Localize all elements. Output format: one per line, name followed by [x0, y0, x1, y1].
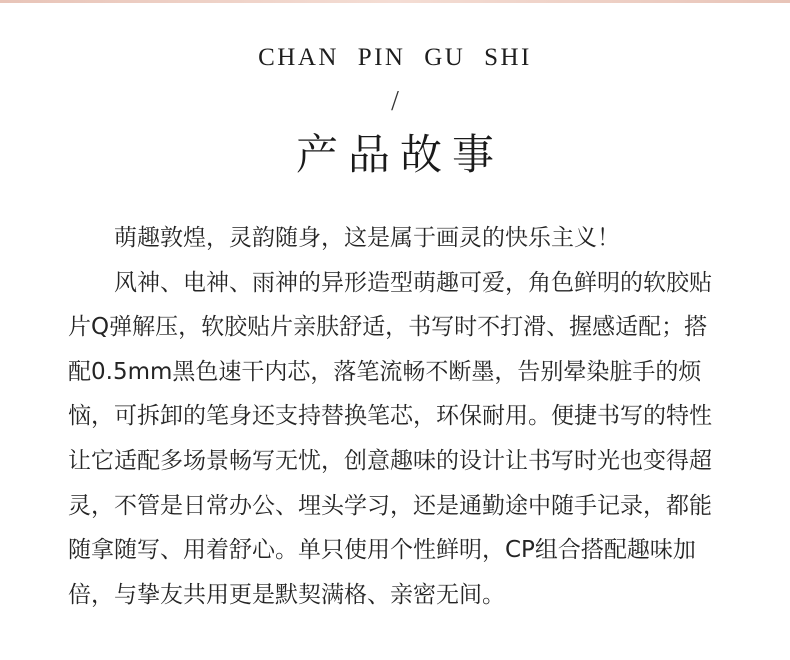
section-subtitle-pinyin: CHAN PIN GU SHI: [258, 44, 532, 71]
story-paragraph-body: 风神、电神、雨神的异形造型萌趣可爱，角色鲜明的软胶贴片Q弹解压，软胶贴片亲肤舒适，书写时不打滑、握感适配；搭配0.5mm黑色速干内芯，落笔流畅不断墨，告别晕染脏手的烦恼，可拆卸的笔身还支持替换笔芯，环保耐用。便捷书写的特性让它适配多场景畅写无忧，创意趣味的设计让书写时光也变得超灵，不管是日常办公、埋头学习，还是通勤途中随手记录，都能随拿随写、用着舒心。单只使用个性鲜明，CP组合搭配趣味加倍，与挚友共用更是默契满格、亲密无间。: [68, 269, 712, 608]
story-paragraph-intro: 萌趣敦煌，灵韵随身，这是属于画灵的快乐主义！: [114, 225, 620, 251]
product-story-text: [68, 216, 728, 617]
top-decorative-strip: [0, 0, 790, 3]
title-divider-slash: /: [391, 86, 399, 117]
section-title: 产品故事: [295, 130, 504, 179]
